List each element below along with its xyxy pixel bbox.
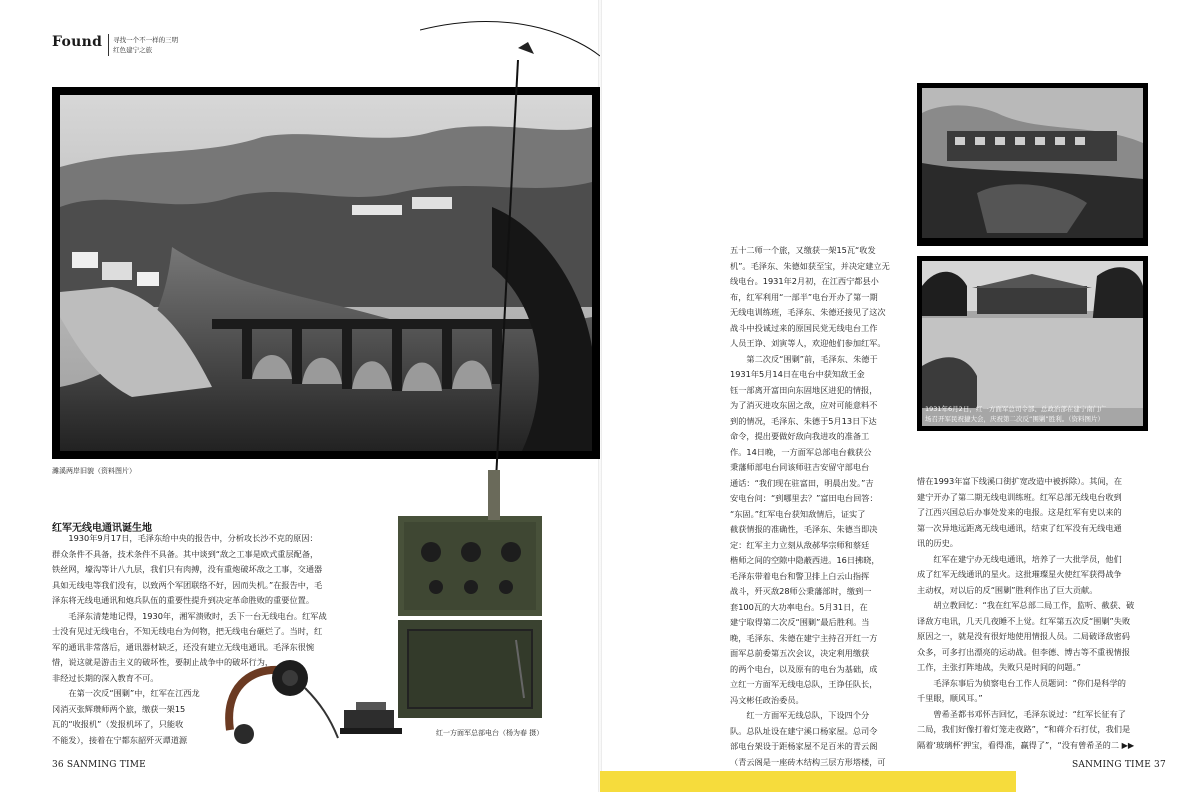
body-line: 钰一部离开富田向东固地区进犯的情报， [730, 384, 878, 395]
body-line: 士没有见过无线电台，不知无线电台为何物，把无线电台砸烂了。当时，红 [52, 626, 323, 636]
body-line: 在第一次反“围剿”中，红军在江西龙 [68, 688, 200, 698]
ferry-crossing-photo [917, 83, 1148, 246]
body-line: 截获情报的准确性，毛泽东、朱德当即决 [730, 524, 878, 534]
body-line: 套100瓦的大功率电台。5月31日，在 [730, 601, 868, 612]
body-line: 成了红军无线通讯的星火。这批璀璨星火使红军获得战争 [917, 569, 1122, 579]
body-line: 铁丝网，壕沟等计八九层，我们只有肉搏，没有重炮破坏敌之工事，交通器 [52, 564, 323, 574]
found-subtitle [113, 35, 178, 55]
left-folio: 36 SANMING TIME [52, 760, 146, 770]
body-line: 安电台问：“到哪里去？”富田电台回答： [730, 493, 878, 503]
body-line: 毛泽东清楚地记得，1930年，湘军溃败时，丢下一台无线电台。红军战 [68, 610, 327, 621]
body-line: 布，红军利用“一部半”电台开办了第一期 [730, 291, 878, 302]
body-line: 冈消灭张辉瓒师两个旅，缴获一架15 [52, 703, 186, 714]
body-line: 非经过长期的深入教育不可。 [52, 672, 159, 683]
body-line: 曾希圣都书邓怀吉回忆，毛泽东说过：“红军长征有了 [933, 708, 1126, 719]
radio-set-image [396, 512, 546, 722]
body-line: 五十二师一个旅，又缴获一架15瓦“收发 [730, 245, 876, 255]
body-line: 了江西兴国总后办事处发来的电报。这是红军有史以来的 [917, 507, 1122, 517]
body-line: 具如无线电等我们没有，以致两个军团联络不好，因而失机。”在报告中，毛 [52, 579, 323, 590]
right-column-1-text [730, 243, 910, 770]
body-line: 军的通讯非常落后，通讯器材缺乏，还没有建立无线电通讯。毛泽东很惋 [52, 641, 315, 652]
body-line: 群众条件不具备，技术条件不具备。其中谈到“敌之工事是欧式重层配备， [52, 548, 319, 559]
body-line: 红一方面军无线总队，下设四个分 [746, 710, 870, 720]
body-line: 楷师之间的空隙中隐蔽西进。16日拂晓， [730, 555, 880, 565]
section-title: 红军无线电通讯诞生地 [52, 523, 152, 534]
body-line: 二局，我们好像打着灯笼走夜路”，“和蒋介石打仗，我们是 [917, 724, 1131, 734]
body-line: 众多，可多打出漂亮的运动战。但李德、博古等不重视情报 [917, 646, 1130, 657]
body-line: 无线电训练班，毛泽东、朱德还接见了这次 [730, 307, 886, 317]
radio-photo-caption: 红一方面军总部电台（杨为春 摄） [436, 729, 544, 737]
body-line: 战斗，歼灭敌28师公秉藩部时，缴到一 [730, 586, 872, 596]
body-line: 泽东将无线电通讯和炮兵队伍的重要性提升到决定革命胜败的重要位置。 [52, 595, 315, 605]
header-divider [108, 34, 109, 56]
main-photo-caption: 濉溪两岸旧貌（资料图片） [52, 467, 136, 475]
body-line: 部电台架设于距杨家屋不足百米的青云阁 [730, 741, 878, 751]
found-label: Found [52, 34, 103, 50]
body-line: 战斗中投诚过来的原国民党无线电台工作 [730, 322, 878, 333]
body-line: 面军总前委第五次会议，决定利用缴获 [730, 648, 870, 658]
body-line: 毛泽东带着电台和警卫排上白云山指挥 [730, 570, 870, 581]
body-line: 命令，提出要做好敌向我进攻的准备工 [730, 431, 870, 441]
body-line: 立红一方面军无线电总队，王诤任队长， [730, 679, 878, 689]
found-subtitle-line2: 红色建宁之旅 [113, 46, 153, 54]
bottom-caption-line2: 场召开军民祝捷大会，庆祝第二次反“围剿”胜利。（资料图片） [925, 415, 1104, 423]
body-line: 胡立教回忆：“我在红军总部二局工作，监听、截获、破 [933, 600, 1135, 610]
left-narrow-text [52, 686, 222, 748]
body-line: 秉藩师部电台同该师驻吉安留守部电台 [730, 462, 870, 472]
body-line: 的两个电台，以及原有的电台为基础，成 [730, 663, 878, 674]
body-line: “东固。”红军电台获知敌情后，证实了 [730, 508, 866, 519]
bottom-caption-line1: 1931年6月2日，红一方面军总司令部、总政治部在建宁南门广 [925, 405, 1106, 413]
body-line: 定：红军主力立刻从敌郝华宗师和蔡廷 [730, 539, 870, 550]
section-header [52, 34, 178, 56]
bottom-photo-caption [925, 404, 1106, 424]
body-line: 主动权，对以后的反“围剿”胜利作出了巨大贡献。 [917, 584, 1098, 595]
body-line: 线电台。1931年2月初，在江西宁都县小 [730, 276, 879, 286]
antenna-mast [488, 60, 528, 520]
body-line: 机”。毛泽东、朱德如获至宝，并决定建立无 [730, 260, 890, 271]
body-line: 惜，说这就是游击主义的破坏性，要制止战争中的破坏行为， [52, 657, 274, 667]
body-line: 1930年9月17日，毛泽东给中央的报告中，分析攻长沙不克的原因： [68, 533, 318, 543]
body-line: 不能发），接着在宁都东韶歼灭谭道源 [52, 734, 188, 745]
body-line: 千里眼，顺风耳。” [917, 693, 983, 703]
body-line: 为了消灭进攻东固之敌，应对可能意料不 [730, 400, 878, 410]
body-line: 毛泽东事后为侦察电台工作人员题词：“你们是科学的 [933, 677, 1126, 688]
body-line: 到的情况，毛泽东、朱德于5月13日下达 [730, 415, 877, 426]
right-page [600, 0, 1200, 792]
body-line: 瓦的“收报机”（发报机坏了，只能收 [52, 719, 184, 729]
body-line: 晚，毛泽东、朱德在建宁主持召开红一方 [730, 632, 878, 643]
body-line: 第一次异地远距离无线电通讯，结束了红军没有无线电通 [917, 522, 1122, 533]
body-line: 冯文彬任政治委员。 [730, 694, 804, 705]
top-photo-caption: 建宁县水南渡口（高家寨路口）旧貌（资料图片） [925, 246, 1068, 254]
body-line: 建宁取得第二次反“围剿”最后胜利。当 [730, 617, 870, 627]
right-folio: SANMING TIME 37 [1072, 760, 1166, 770]
body-line: 原因之一，就是没有很好地使用情报人员。二局破译敌密码 [917, 631, 1130, 641]
found-subtitle-line1: 寻找一个不一样的三明 [113, 36, 179, 44]
right-column-2-text [917, 474, 1149, 753]
body-line: 第二次反“围剿”前，毛泽东、朱德于 [746, 353, 878, 364]
body-line: 建宁开办了第二期无线电训练班。红军总部无线电台收到 [917, 491, 1122, 502]
body-line: 队。总队址设在建宁溪口杨家屋。总司令 [730, 725, 878, 736]
body-line: （青云阁是一座砖木结构三层方形塔楼，可 [730, 756, 886, 767]
accent-bar [600, 771, 1016, 792]
body-line: 讯的历史。 [917, 538, 958, 548]
body-line: 工作，主张打阵地战，失败只是时间的问题。” [917, 662, 1081, 672]
body-line: 隔着‘玻璃杯’押宝，看得准，赢得了”，“没有曾希圣的二 ▶▶ [917, 739, 1135, 750]
body-line: 通话：“我们现在驻富田，明晨出发。”吉 [730, 477, 874, 488]
body-line: 译敌方电讯，几天几夜睡不上觉。红军第五次反“围剿”失败 [917, 615, 1131, 626]
body-line: 1931年5月14日在电台中获知敌王金 [730, 369, 865, 379]
body-line: 作。14日晚，一方面军总部电台截获公 [730, 446, 872, 457]
body-line: 人员王诤、刘寅等人，欢迎他们参加红军。 [730, 338, 886, 348]
headphones-image [220, 648, 340, 748]
body-line: 红军在建宁办无线电通讯，培养了一大批学员，他们 [933, 553, 1122, 564]
body-line: 惜在1993年富下线溪口街扩宽改造中被拆除）。其间，在 [917, 476, 1123, 486]
